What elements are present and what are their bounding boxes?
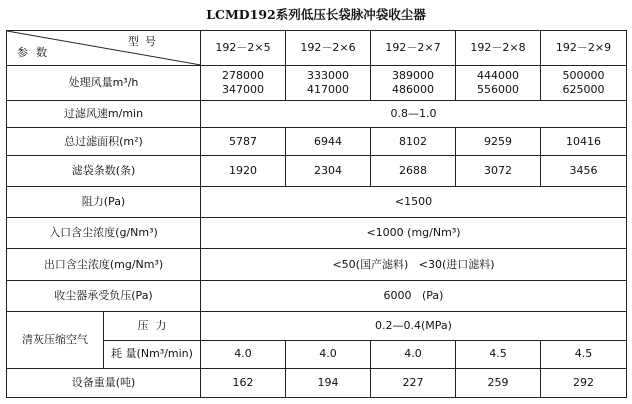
- row-filter-area: [7, 128, 627, 156]
- param-label: 参数: [17, 45, 55, 59]
- diagonal-header-cell: [7, 31, 201, 66]
- resistance-label: 阻力(Pa): [7, 186, 201, 217]
- model-header-2: 192－2×6: [286, 31, 371, 66]
- model-header-1: 192－2×5: [201, 31, 286, 66]
- air-consumption-3: 4.0: [371, 340, 456, 369]
- airflow-min-5: 500000: [562, 68, 605, 82]
- header-row: [7, 31, 627, 66]
- table-title: LCMD192系列低压长袋脉冲袋收尘器: [206, 7, 426, 22]
- filter-area-5: 10416: [541, 128, 627, 156]
- compressed-air-label: 清灰压缩空气: [7, 311, 104, 368]
- airflow-max-4: 556000: [477, 82, 519, 96]
- weight-3: 227: [371, 369, 456, 398]
- model-header-4: 192－2×8: [456, 31, 541, 66]
- row-airflow: [7, 65, 627, 100]
- airflow-label: 处理风量m³/h: [7, 65, 201, 100]
- air-consumption-5: 4.5: [541, 340, 627, 369]
- model-header-5: 192－2×9: [541, 31, 627, 66]
- outlet-dust-value: <50(国产滤料) <30(进口滤料): [201, 249, 627, 281]
- bag-count-4: 3072: [456, 156, 541, 187]
- airflow-max-3: 486000: [392, 82, 434, 96]
- weight-4: 259: [456, 369, 541, 398]
- row-weight: [7, 369, 627, 398]
- resistance-value: <1500: [201, 186, 627, 217]
- bag-count-2: 2304: [286, 156, 371, 187]
- airflow-max-5: 625000: [562, 82, 605, 96]
- row-inlet-dust: [7, 217, 627, 249]
- airflow-max-2: 417000: [307, 82, 349, 96]
- filter-speed-label: 过滤风速m/min: [7, 100, 201, 128]
- inlet-dust-value: <1000 (mg/Nm³): [201, 217, 627, 249]
- bag-count-label: 滤袋条数(条): [7, 156, 201, 187]
- air-consumption-4: 4.5: [456, 340, 541, 369]
- airflow-min-3: 389000: [392, 68, 434, 82]
- filter-area-4: 9259: [456, 128, 541, 156]
- negative-pressure-label: 收尘器承受负压(Pa): [7, 281, 201, 312]
- airflow-cell-2: [286, 65, 371, 100]
- air-pressure-value: 0.2—0.4(MPa): [201, 311, 627, 340]
- airflow-max-1: 347000: [222, 82, 264, 96]
- model-label: 型号: [128, 35, 162, 48]
- row-bag-count: [7, 156, 627, 187]
- filter-area-2: 6944: [286, 128, 371, 156]
- model-header-3: 192－2×7: [371, 31, 456, 66]
- bag-count-3: 2688: [371, 156, 456, 187]
- row-air-pressure: [7, 311, 627, 340]
- row-outlet-dust: [7, 249, 627, 281]
- filter-area-1: 5787: [201, 128, 286, 156]
- row-negative-pressure: [7, 281, 627, 312]
- airflow-cell-5: [541, 65, 627, 100]
- spec-table: [6, 30, 627, 398]
- row-filter-speed: [7, 100, 627, 128]
- airflow-min-2: 333000: [307, 68, 349, 82]
- weight-5: 292: [541, 369, 627, 398]
- filter-area-3: 8102: [371, 128, 456, 156]
- airflow-cell-1: [201, 65, 286, 100]
- air-pressure-label: 压 力: [104, 311, 201, 340]
- airflow-min-4: 444000: [477, 68, 519, 82]
- airflow-cell-3: [371, 65, 456, 100]
- inlet-dust-label: 入口含尘浓度(g/Nm³): [7, 217, 201, 249]
- bag-count-1: 1920: [201, 156, 286, 187]
- air-consumption-label: 耗 量(Nm³/min): [104, 340, 201, 369]
- weight-1: 162: [201, 369, 286, 398]
- outlet-dust-label: 出口含尘浓度(mg/Nm³): [7, 249, 201, 281]
- filter-speed-value: 0.8—1.0: [201, 100, 627, 128]
- air-consumption-2: 4.0: [286, 340, 371, 369]
- bag-count-5: 3456: [541, 156, 627, 187]
- row-resistance: [7, 186, 627, 217]
- airflow-cell-4: [456, 65, 541, 100]
- airflow-min-1: 278000: [222, 68, 264, 82]
- weight-2: 194: [286, 369, 371, 398]
- filter-area-label: 总过滤面积(m²): [7, 128, 201, 156]
- air-consumption-1: 4.0: [201, 340, 286, 369]
- negative-pressure-value: 6000 (Pa): [201, 281, 627, 312]
- weight-label: 设备重量(吨): [7, 369, 201, 398]
